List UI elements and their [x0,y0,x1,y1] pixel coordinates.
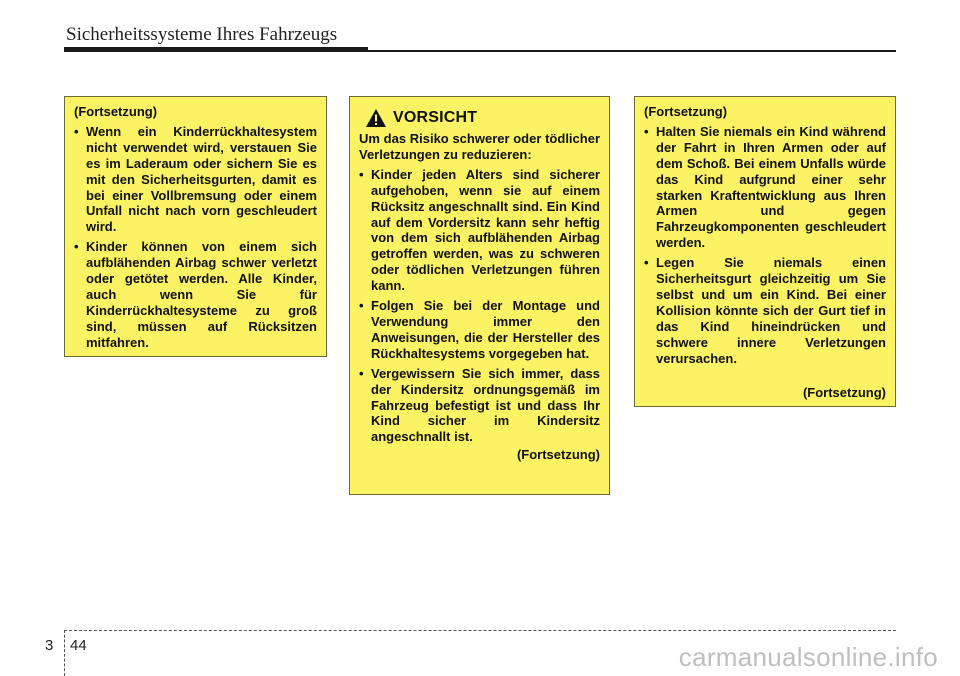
caution-intro: Um das Risiko schwerer oder tödlicher Verletzungen zu reduzieren: [359,131,600,162]
list-item: • Folgen Sie bei der Montage und Verwendung immer den Anweisungen, die der Hersteller des Rückhaltesystems vorgegeben hat. [359,298,600,362]
warning-triangle-icon [365,108,387,128]
caution-header [365,108,600,128]
continued-label: (Fortsetzung) [516,447,600,463]
header-rule-thin [368,50,896,52]
list-item: • Legen Sie niemals einen Sicherheitsgurt gleichzeitig um Sie selbst und um ein Kind. Bei einer Kollision könnte sich der Gurt tief in das Kind hineindrücken und schwere innere Verletzungen verursachen. [644,255,886,366]
list-item: • Wenn ein Kinderrückhaltesystem nicht verwendet wird, verstauen Sie es im Laderaum oder sichern Sie es mit den Sicherheitsgurten, damit es bei einer Vollbremsung oder einem Unfall nicht nach vorn geschleudert wird. [74,124,317,235]
footer-rule [64,630,896,631]
continuation-box-left [64,96,327,357]
caution-box [349,96,610,495]
list-item: • Kinder jeden Alters sind sicherer aufgehoben, wenn sie auf einem Rücksitz angeschnallt sind. Ein Kind auf dem Vordersitz kann sehr heftig von dem sich aufblähenden Airbag getroffen werden, was zu schweren oder tödlichen Verletzungen führen kann. [359,167,600,294]
watermark: carmanualsonline.info [678,642,938,672]
continuation-label: (Fortsetzung) [644,104,728,119]
list-item: • Halten Sie niemals ein Kind während der Fahrt in Ihren Armen oder auf dem Schoß. Bei einem Unfalls würde das Kind aufgrund einer sehr starken Kraftentwicklung aus Ihren Armen und gegen Fahrzeugkomponenten geschleudert werden. [644,124,886,251]
chapter-number: 3 [45,637,54,654]
continuation-label: (Fortsetzung) [74,104,158,119]
caution-label: VORSICHT [393,109,478,127]
bullet-list [74,124,317,351]
header-rule-thick [64,47,368,52]
bullet-list [644,124,886,367]
continued-label: (Fortsetzung) [802,384,886,400]
page-header-title: Sicherheitssysteme Ihres Fahrzeugs [66,24,338,45]
continuation-box-right [634,96,896,407]
bullet-list [359,167,600,445]
page-number: 44 [70,637,87,654]
list-item: • Vergewissern Sie sich immer, dass der Kindersitz ordnungsgemäß im Fahrzeug befestigt ist und dass Ihr Kind sicher im Kindersitz angeschnallt ist. [359,366,600,446]
footer-divider [64,630,65,676]
list-item: • Kinder können von einem sich aufblähenden Airbag schwer verletzt oder getötet werden. Alle Kinder, auch wenn Sie für Kinderrückhaltesysteme zu groß sind, müssen auf Rücksitzen mitfahren. [74,239,317,350]
